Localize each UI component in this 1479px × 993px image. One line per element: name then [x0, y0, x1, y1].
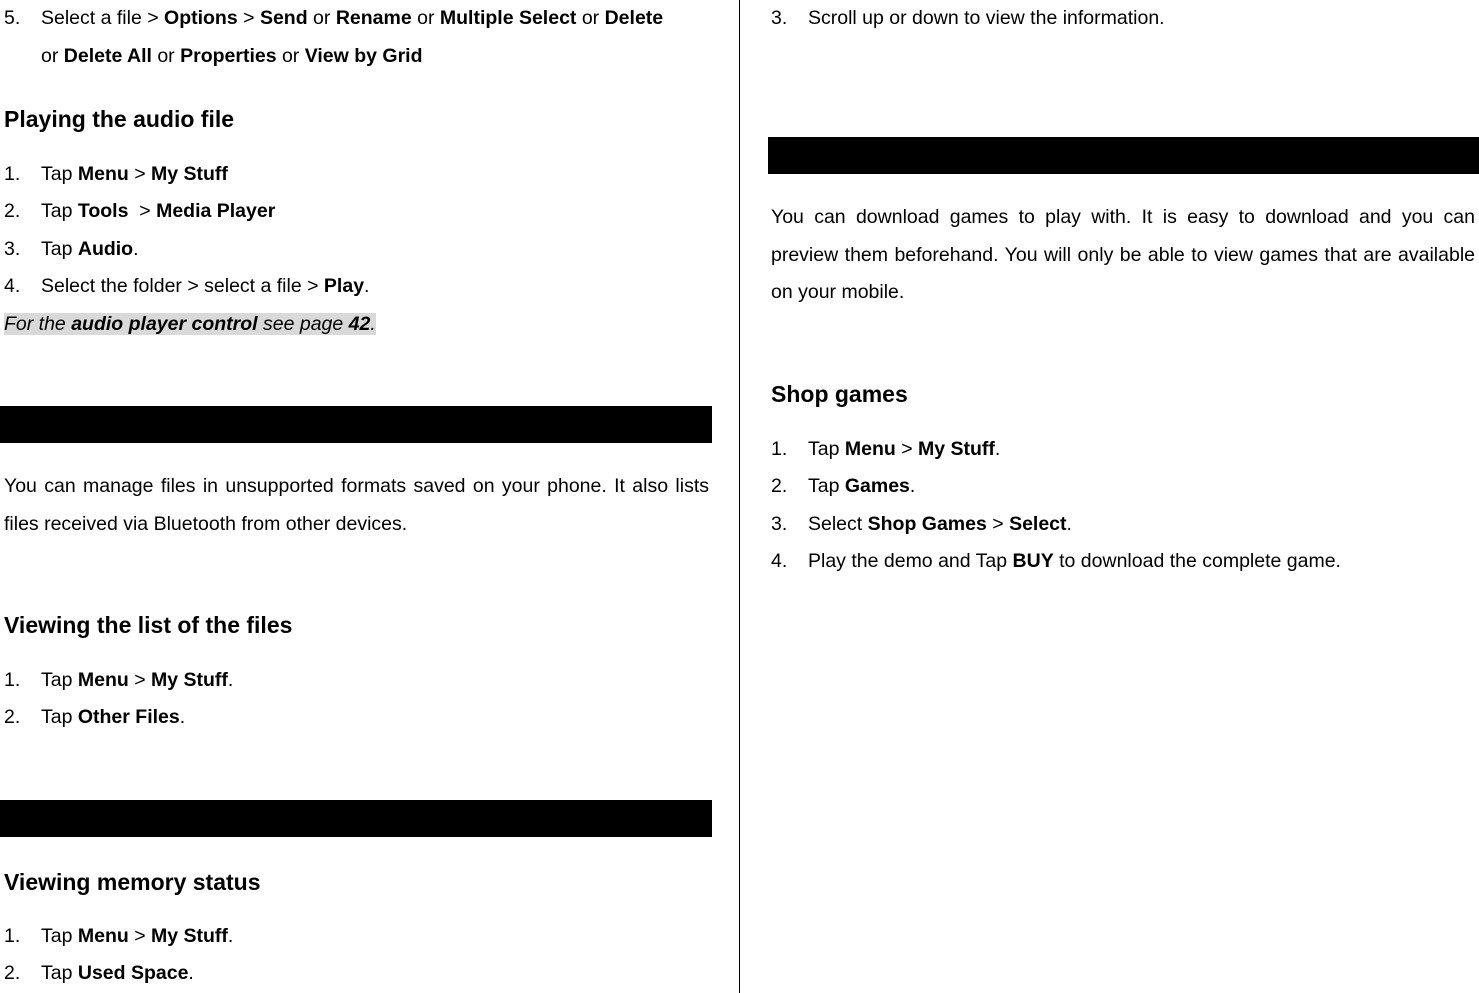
section-header-bar	[0, 800, 712, 837]
games-paragraph: You can download games to play with. It is easy to download and you can preview them beforehand. You will only be able to view games that are available on your mobile.	[771, 206, 1475, 303]
audio-heading: Playing the audio file	[4, 106, 235, 132]
step-5: 5. Select a file > Options > Send or Rename or Multiple Select or Delete or Delete All or Properties or View by Grid	[4, 7, 664, 67]
column-divider	[739, 0, 740, 993]
section-header-bar	[768, 137, 1479, 174]
shop-games-heading: Shop games	[771, 381, 908, 407]
section-header-bar	[0, 406, 712, 443]
memory-heading: Viewing memory status	[4, 869, 261, 895]
page-reference-note: For the audio player control see page 42.	[4, 313, 376, 335]
other-files-paragraph: You can manage files in unsupported formats saved on your phone. It also lists files received via Bluetooth from other devices.	[4, 475, 709, 535]
view-files-heading: Viewing the list of the files	[4, 612, 293, 638]
